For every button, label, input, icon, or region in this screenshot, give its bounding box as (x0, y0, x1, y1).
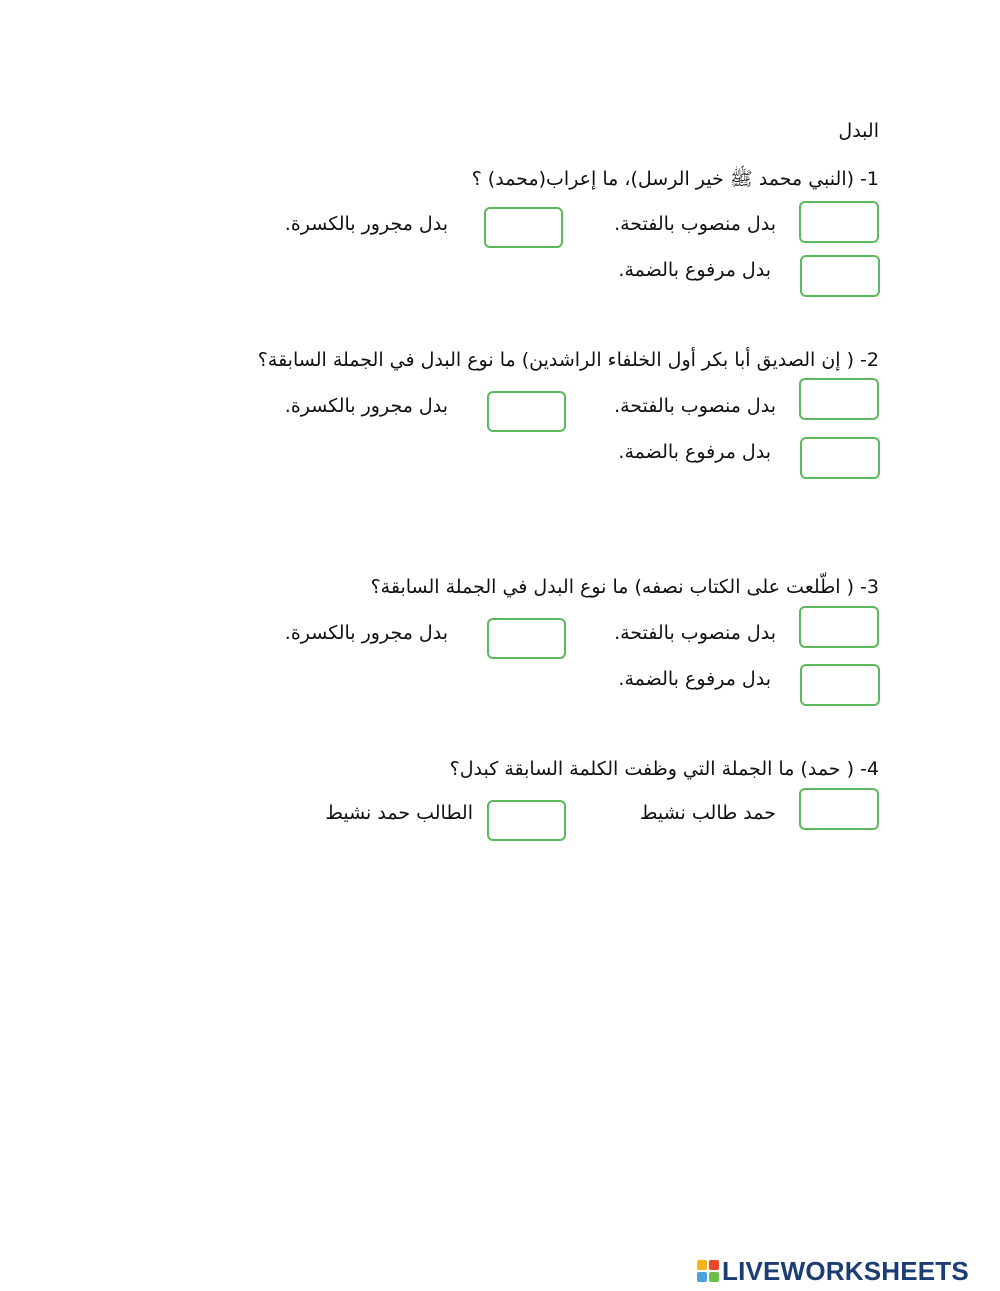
q1-option-2-label: بدل مجرور بالكسرة. (284, 213, 448, 235)
q2-option-1-label: بدل منصوب بالفتحة. (614, 395, 776, 417)
q3-option-2-checkbox[interactable] (487, 618, 566, 659)
q2-option-3-checkbox[interactable] (800, 437, 880, 479)
question-2-prompt: 2- ( إن الصديق أبا بكر أول الخلفاء الراشدين) ما نوع البدل في الجملة السابقة؟ (257, 349, 879, 371)
q4-option-1-checkbox[interactable] (799, 788, 879, 830)
q1-option-2-checkbox[interactable] (484, 207, 563, 248)
q1-option-3-checkbox[interactable] (800, 255, 880, 297)
question-3-prompt: 3- ( اطّلعت على الكتاب نصفه) ما نوع البدل في الجملة السابقة؟ (370, 576, 879, 598)
q4-option-2-checkbox[interactable] (487, 800, 566, 841)
q1-option-3-label: بدل مرفوع بالضمة. (618, 259, 771, 281)
q2-option-2-checkbox[interactable] (487, 391, 566, 432)
q3-option-1-label: بدل منصوب بالفتحة. (614, 622, 776, 644)
worksheet-title: البدل (838, 120, 879, 142)
q3-option-1-checkbox[interactable] (799, 606, 879, 648)
q4-option-2-label: الطالب حمد نشيط (325, 802, 473, 824)
q2-option-2-label: بدل مجرور بالكسرة. (284, 395, 448, 417)
q3-option-3-checkbox[interactable] (800, 664, 880, 706)
liveworksheets-logo-icon (697, 1260, 719, 1282)
question-1-prompt: 1- (النبي محمد ﷺ خير الرسل)، ما إعراب(محمد) ؟ (471, 168, 879, 190)
q1-option-1-label: بدل منصوب بالفتحة. (614, 213, 776, 235)
q2-option-3-label: بدل مرفوع بالضمة. (618, 441, 771, 463)
q2-option-1-checkbox[interactable] (799, 378, 879, 420)
q4-option-1-label: حمد طالب نشيط (639, 802, 776, 824)
liveworksheets-logo-text: LIVEWORKSHEETS (722, 1256, 969, 1286)
q3-option-2-label: بدل مجرور بالكسرة. (284, 622, 448, 644)
question-4-prompt: 4- ( حمد) ما الجملة التي وظفت الكلمة السابقة كبدل؟ (449, 758, 879, 780)
q3-option-3-label: بدل مرفوع بالضمة. (618, 668, 771, 690)
q1-option-1-checkbox[interactable] (799, 201, 879, 243)
liveworksheets-logo (697, 1257, 969, 1285)
